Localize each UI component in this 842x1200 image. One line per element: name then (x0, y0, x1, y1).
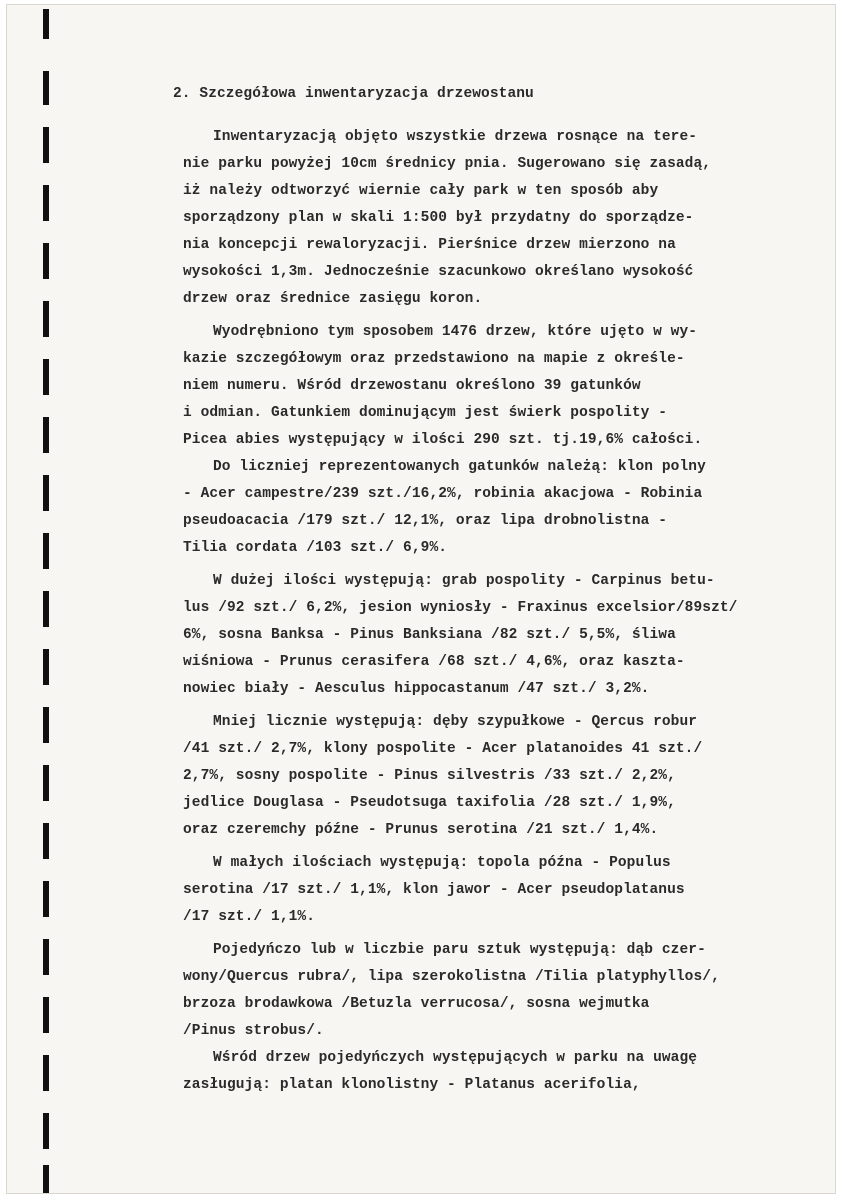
text-line: W dużej ilości występują: grab pospolity - Carpinus betu- (213, 573, 715, 589)
binding-mark (43, 649, 49, 685)
text-line: /41 szt./ 2,7%, klony pospolite - Acer platanoides 41 szt./ (183, 741, 703, 757)
text-line: Tilia cordata /103 szt./ 6,9%. (183, 540, 448, 556)
text-line: Wśród drzew pojedyńczych występujących w parku na uwagę (213, 1050, 698, 1066)
section-title: 2. Szczegółowa inwentaryzacja drzewostanu (173, 86, 534, 102)
text-line: Do liczniej reprezentowanych gatunków należą: klon polny (213, 459, 706, 475)
binding-mark (43, 881, 49, 917)
text-line: pseudoacacia /179 szt./ 12,1%, oraz lipa drobnolistna - (183, 513, 668, 529)
binding-mark (43, 475, 49, 511)
binding-mark (43, 243, 49, 279)
text-line: jedlice Douglasa - Pseudotsuga taxifolia /28 szt./ 1,9%, (183, 795, 676, 811)
binding-mark (43, 591, 49, 627)
text-line: - Acer campestre/239 szt./16,2%, robinia akacjowa - Robinia (183, 486, 703, 502)
text-line: zasługują: platan klonolistny - Platanus acerifolia, (183, 1077, 641, 1093)
text-line: /17 szt./ 1,1%. (183, 909, 316, 925)
binding-mark (43, 939, 49, 975)
binding-mark (43, 1165, 49, 1193)
binding-mark (43, 533, 49, 569)
binding-mark (43, 1113, 49, 1149)
document-page (6, 4, 836, 1194)
binding-mark (43, 301, 49, 337)
binding-mark (43, 9, 49, 39)
text-line: sporządzony plan w skali 1:500 był przydatny do sporządze- (183, 210, 694, 226)
binding-mark (43, 765, 49, 801)
text-line: Wyodrębniono tym sposobem 1476 drzew, które ujęto w wy- (213, 324, 698, 340)
binding-mark (43, 359, 49, 395)
text-line: W małych ilościach występują: topola późna - Populus (213, 855, 671, 871)
text-line: nia koncepcji rewaloryzacji. Pierśnice drzew mierzono na (183, 237, 676, 253)
binding-mark (43, 127, 49, 163)
binding-mark (43, 185, 49, 221)
text-line: wony/Quercus rubra/, lipa szerokolistna /Tilia platyphyllos/, (183, 969, 720, 985)
text-line: nie parku powyżej 10cm średnicy pnia. Sugerowano się zasadą, (183, 156, 712, 172)
text-line: nowiec biały - Aesculus hippocastanum /47 szt./ 3,2%. (183, 681, 650, 697)
text-line: Mniej licznie występują: dęby szypułkowe - Qercus robur (213, 714, 698, 730)
text-line: brzoza brodawkowa /Betuzla verrucosa/, sosna wejmutka (183, 996, 650, 1012)
text-line: serotina /17 szt./ 1,1%, klon jawor - Acer pseudoplatanus (183, 882, 685, 898)
text-line: Inwentaryzacją objęto wszystkie drzewa rosnące na tere- (213, 129, 698, 145)
text-line: Pojedyńczo lub w liczbie paru sztuk występują: dąb czer- (213, 942, 706, 958)
binding-mark (43, 417, 49, 453)
text-line: 2,7%, sosny pospolite - Pinus silvestris /33 szt./ 2,2%, (183, 768, 676, 784)
binding-mark (43, 1055, 49, 1091)
text-line: drzew oraz średnice zasięgu koron. (183, 291, 483, 307)
text-line: i odmian. Gatunkiem dominującym jest świerk pospolity - (183, 405, 668, 421)
text-line: wysokości 1,3m. Jednocześnie szacunkowo określano wysokość (183, 264, 694, 280)
text-line: wiśniowa - Prunus cerasifera /68 szt./ 4,6%, oraz kaszta- (183, 654, 685, 670)
text-line: /Pinus strobus/. (183, 1023, 324, 1039)
text-line: oraz czeremchy późne - Prunus serotina /21 szt./ 1,4%. (183, 822, 659, 838)
text-line: 6%, sosna Banksa - Pinus Banksiana /82 szt./ 5,5%, śliwa (183, 627, 676, 643)
text-line: iż należy odtworzyć wiernie cały park w ten sposób aby (183, 183, 659, 199)
binding-mark (43, 823, 49, 859)
text-line: niem numeru. Wśród drzewostanu określono 39 gatunków (183, 378, 641, 394)
text-line: lus /92 szt./ 6,2%, jesion wyniosły - Fraxinus excelsior/89szt/ (183, 600, 738, 616)
text-line: Picea abies występujący w ilości 290 szt. tj.19,6% całości. (183, 432, 703, 448)
binding-mark (43, 997, 49, 1033)
binding-mark (43, 707, 49, 743)
binding-mark (43, 71, 49, 105)
text-line: kazie szczegółowym oraz przedstawiono na mapie z określe- (183, 351, 685, 367)
